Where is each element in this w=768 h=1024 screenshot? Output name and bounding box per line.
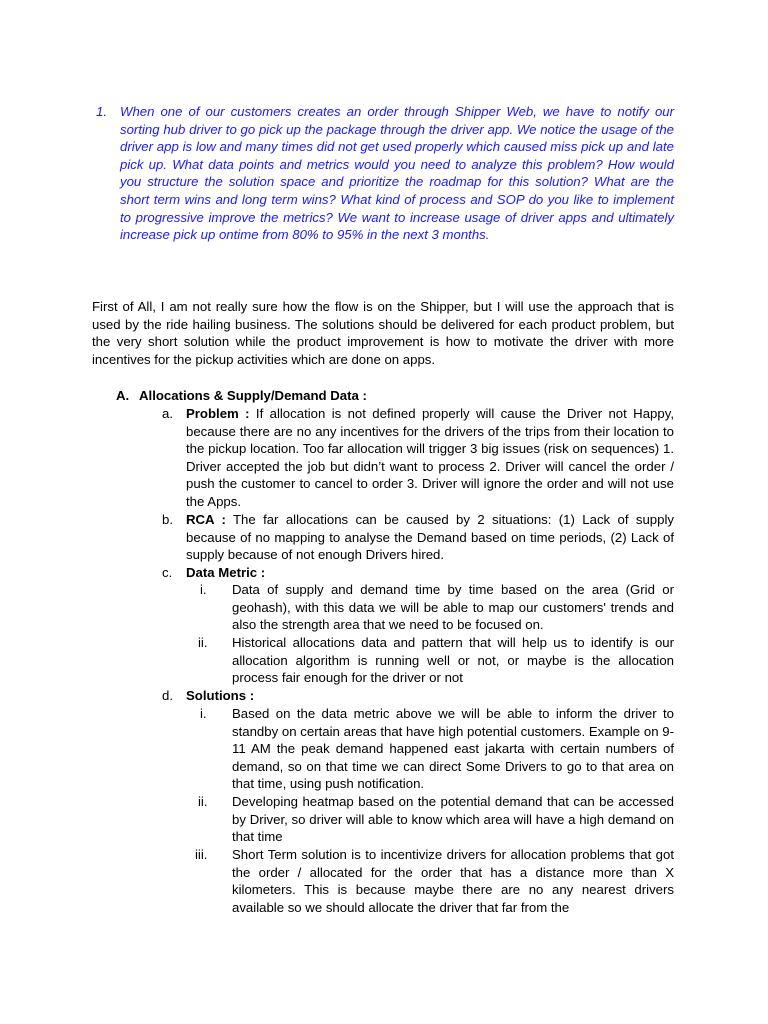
rca-text: The far allocations can be caused by 2 situations: (1) Lack of supply because of no mapping to analyse the Demand based on time periods, (2) Lack of supply because of not enough Drivers hired. bbox=[186, 512, 674, 563]
problem-label: Problem : bbox=[186, 406, 250, 421]
rca-marker: b. bbox=[162, 512, 173, 527]
rca-label: RCA : bbox=[186, 512, 226, 527]
data-metric-subitem-marker: i. bbox=[200, 582, 207, 597]
solutions-marker: d. bbox=[162, 688, 173, 703]
data-metric-subitem-marker: ii. bbox=[198, 635, 208, 650]
solutions-subitem-text: Short Term solution is to incentivize drivers for allocation problems that got the order / allocated for the order that has a distance more than X kilometers. This is because maybe there are no any nearest drivers available so we should allocate the driver that far from the bbox=[232, 847, 674, 915]
solutions-subitem-text: Developing heatmap based on the potential demand that can be accessed by Driver, so driver will able to know which area will have a high demand on that time bbox=[232, 794, 674, 845]
section-a-heading bbox=[116, 387, 367, 405]
solutions-subitem bbox=[200, 705, 674, 793]
solutions-subitem-marker: ii. bbox=[198, 794, 208, 809]
data-metric-subitem-text: Data of supply and demand time by time based on the area (Grid or geohash), with this data we will be able to map our customers' trends and also the strength area that we need to be focused on. bbox=[232, 582, 674, 633]
solutions-subitem bbox=[195, 846, 674, 916]
data-metric-subitem-text: Historical allocations data and pattern that will help us to identify is our allocation algorithm is running well or not, or maybe is the allocation process fair enough for the driver or not bbox=[232, 635, 674, 686]
data-metric-subitem bbox=[200, 581, 674, 634]
question-number: 1. bbox=[96, 104, 107, 119]
solutions-subitem-marker: iii. bbox=[195, 847, 208, 862]
problem-marker: a. bbox=[162, 406, 173, 421]
solutions-subitem-text: Based on the data metric above we will be able to inform the driver to standby on certain areas that have high potential customers. Example on 9-11 AM the peak demand happened east jakarta with certain numbers of demand, so on that time we can direct Some Drivers to go to that area on that time, using push notification. bbox=[232, 706, 674, 792]
solutions-label: Solutions : bbox=[186, 688, 255, 703]
data-metric-label: Data Metric : bbox=[186, 565, 266, 580]
solutions-subitem-marker: i. bbox=[200, 706, 207, 721]
section-a-title: Allocations & Supply/Demand Data : bbox=[139, 388, 367, 403]
question-item bbox=[96, 103, 674, 244]
section-a-letter: A. bbox=[116, 388, 130, 403]
intro-paragraph: First of All, I am not really sure how the flow is on the Shipper, but I will use the approach that is used by the ride hailing business. The solutions should be delivered for each product problem, but the very short solution while the product improvement is how to motivate the driver with more incentives for the pickup activities which are done on apps. bbox=[92, 299, 674, 367]
question-text: When one of our customers creates an order through Shipper Web, we have to notify our sorting hub driver to go pick up the package through the driver app. We notice the usage of the driver app is low and many times did not get used properly which caused miss pick up and late pick up. What data points and metrics would you need to analyze this problem? How would you structure the solution space and prioritize the roadmap for this solution? What are the short term wins and long term wins? What kind of process and SOP do you like to implement to progressive improve the metrics? We want to increase usage of driver apps and ultimately increase pick up ontime from 80% to 95% in the next 3 months. bbox=[120, 104, 674, 243]
solutions-item bbox=[162, 687, 674, 705]
problem-item bbox=[162, 405, 674, 511]
data-metric-marker: c. bbox=[162, 565, 173, 580]
problem-text: If allocation is not defined properly will cause the Driver not Happy, because there are no any incentives for the drivers of the trips from their location to the pickup location. Too far allocation will trigger 3 big issues (risk on sequences) 1. Driver accepted the job but didn’t want to process 2. Driver will cancel the order / push the customer to cancel to order 3. Driver will ignore the order and will not use the Apps. bbox=[186, 406, 674, 509]
data-metric-item bbox=[162, 564, 674, 582]
solutions-subitem bbox=[198, 793, 674, 846]
data-metric-subitem bbox=[198, 634, 674, 687]
rca-item bbox=[162, 511, 674, 564]
